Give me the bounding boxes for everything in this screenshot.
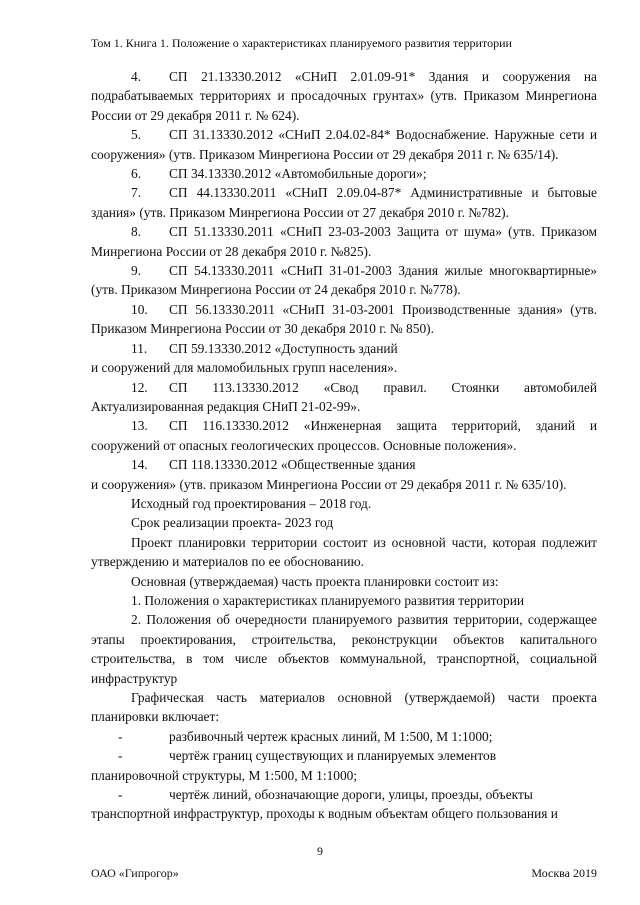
list-item [91,339,597,358]
paragraph-design-year: Исходный год проектирования – 2018 год. [131,495,372,511]
footer-city-year: Москва 2019 [531,866,597,880]
list-item-continuation: и сооружения» (утв. приказом Минрегиона России от 29 декабря 2011 г. № 635/10). [91,476,567,492]
regulation-list [91,67,597,494]
list-item-text: СП 44.13330.2011 «СНиП 2.09.04-87* Административные и бытовые здания» (утв. Приказом Минрегиона России от 27 декабря 2010 г. №782). [91,185,597,220]
dash-marker: - [118,748,123,764]
document-body [91,67,597,824]
list-item-number: 14. [131,457,148,473]
list-item [91,183,597,222]
list-item-text: СП 59.13330.2012 «Доступность зданий [169,340,398,356]
dash-list-item [91,746,597,765]
dash-list-item [91,727,597,746]
list-item-number: 5. [131,127,142,143]
list-item-number: 11. [131,340,148,356]
list-item-number: 6. [131,166,142,182]
dash-list-item [91,785,597,804]
list-item-number: 7. [131,185,142,201]
dash-marker: - [118,787,123,803]
list-item-text: СП 116.13330.2012 «Инженерная защита территорий, зданий и сооружений от опасных геологических процессов. Основные положения». [91,418,597,453]
list-item [91,261,597,300]
list-item-text: СП 113.13330.2012 «Свод правил. Стоянки автомобилей Актуализированная редакция СНиП 21-02-99». [91,379,597,414]
graphic-materials-list [91,727,597,824]
list-item [91,378,597,417]
list-item-text: СП 31.13330.2012 «СНиП 2.04.02-84* Водоснабжение. Наружные сети и сооружения» (утв. Приказом Минрегиона России от 29 декабря 2011 г. № 635/14). [91,127,597,162]
dash-list-item-text: чертёж границ существующих и планируемых элементов [169,748,497,764]
dash-marker: - [118,728,123,744]
list-item-number: 10. [131,301,148,317]
dash-list-item-continuation: транспортной инфраструктур, проходы к водным объектам общего пользования и [91,806,558,822]
dash-list-item-text: чертёж линий, обозначающие дороги, улицы, проезды, объекты [169,787,533,803]
paragraph-project-composition: Проект планировки территории состоит из основной части, которая подлежит утверждению и материалов по ее обоснованию. [91,534,597,570]
paragraph-part-2: 2. Положения об очередности планируемого развития территории, содержащее этапы проектирования, строительства, реконструкции объектов капитального строительства, в том числе объектов коммунальной, транспортной, социальной инфраструктур [91,612,597,686]
list-item [91,416,597,455]
list-item-number: 12. [131,379,148,395]
list-item-text: СП 118.13330.2012 «Общественные здания [169,457,416,473]
list-item [91,125,597,164]
running-header: Том 1. Книга 1. Положение о характеристиках планируемого развития территории [91,36,512,50]
list-item-continuation: и сооружений для маломобильных групп населения». [91,360,398,376]
list-item-text: СП 54.13330.2011 «СНиП 31-01-2003 Здания жилые многоквартирные» (утв. Приказом Минрегиона России от 24 декабря 2010 г. №778). [91,263,597,298]
list-item-number: 9. [131,263,142,279]
paragraph-main-part: Основная (утверждаемая) часть проекта планировки состоит из: [131,573,499,589]
page-number: 9 [317,844,323,858]
list-item-number: 4. [131,69,142,84]
list-item-number: 8. [131,224,142,240]
list-item [91,67,597,125]
list-item-number: 13. [131,418,148,434]
dash-list-item-continuation: планировочной структуры, М 1:500, М 1:1000; [91,767,358,783]
list-item-text: СП 34.13330.2012 «Автомобильные дороги»; [169,166,427,182]
list-item [91,300,597,339]
list-item [91,455,597,474]
paragraph-part-1: 1. Положения о характеристиках планируемого развития территории [131,592,525,608]
list-item-text: СП 56.13330.2011 «СНиП 31-03-2001 Производственные здания» (утв. Приказом Минрегиона России от 30 декабря 2010 г. № 850). [91,301,597,337]
list-item-text: СП 21.13330.2012 «СНиП 2.01.09-91* Здания и сооружения на подрабатываемых территориях и просадочных грунтах» (утв. Приказом Минрегиона России от 29 декабря 2011 г. № 624). [91,69,597,123]
paragraph-implementation-term: Срок реализации проекта- 2023 год [131,515,334,531]
list-item-text: СП 51.13330.2011 «СНиП 23-03-2003 Защита от шума» (утв. Приказом Минрегиона России от 28 декабря 2010 г. №825). [91,224,597,259]
footer-organization: ОАО «Гипрогор» [91,866,179,880]
paragraph-graphic-part: Графическая часть материалов основной (утверждаемой) части проекта планировки включает: [91,690,597,725]
list-item [91,222,597,261]
dash-list-item-text: разбивочный чертеж красных линий, М 1:500, М 1:1000; [169,728,493,744]
list-item [91,164,597,183]
